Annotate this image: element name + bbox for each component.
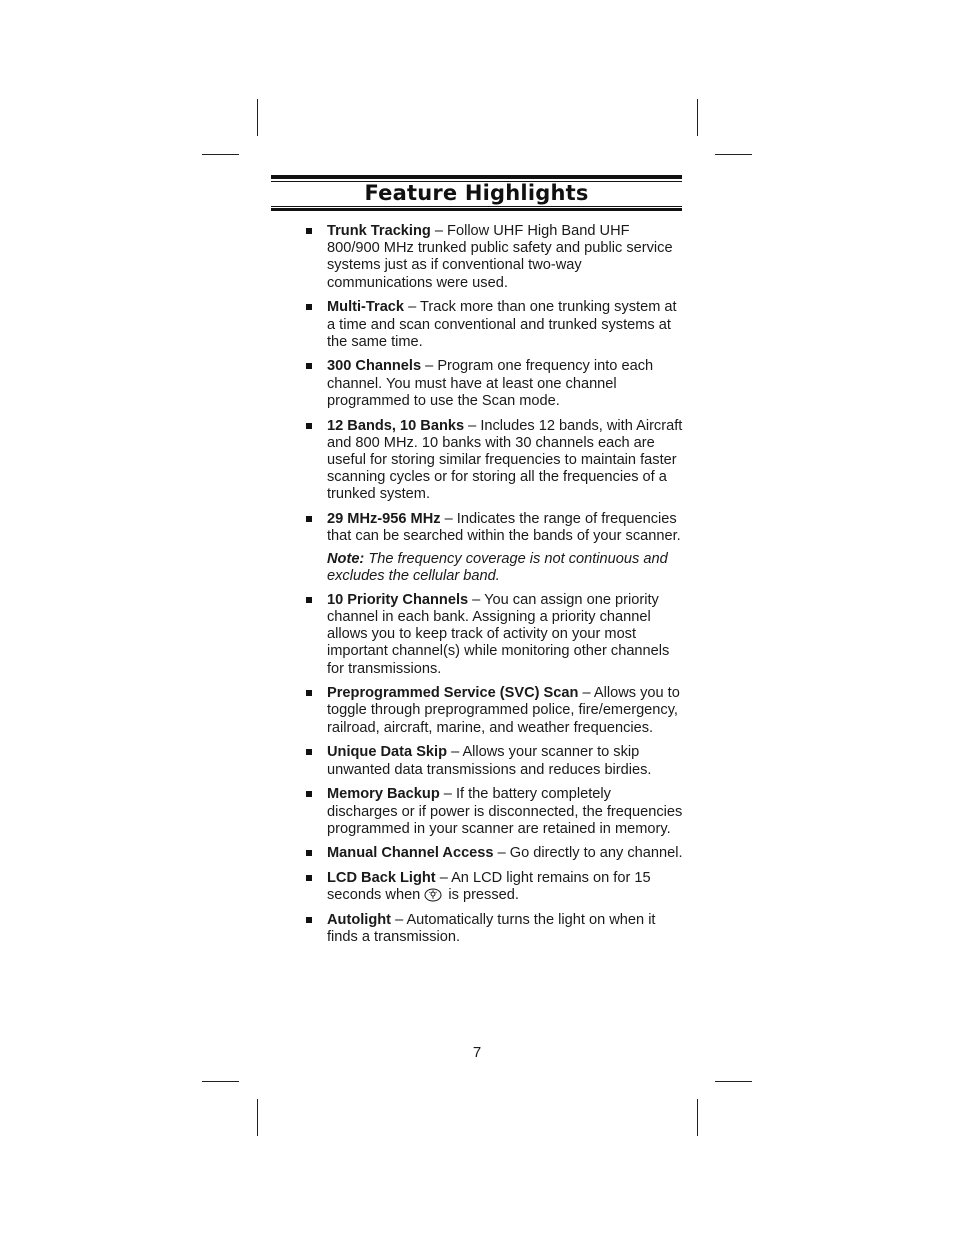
feature-description: Indicates the range of frequencies that can be searched within the bands of your scanner. <box>327 511 681 545</box>
feature-separator: – <box>439 786 456 803</box>
square-bullet-icon <box>306 363 312 369</box>
feature-description: Track more than one trunking system at a time and scan conventional and trunked systems at the same time. <box>327 299 677 350</box>
feature-item <box>305 223 685 292</box>
square-bullet-icon <box>306 917 312 923</box>
feature-list <box>305 223 685 954</box>
feature-separator: – <box>468 591 485 608</box>
feature-name: Autolight <box>327 912 392 929</box>
note-label: Note: <box>327 551 365 568</box>
feature-description: Includes 12 bands, with Aircraft and 800 MHz. 10 banks with 30 channels each are useful for storing similar frequencies to maintain faster scanning cycles or for storing all the frequencies of a trunked system. <box>327 417 683 503</box>
light-key-icon <box>424 888 442 902</box>
page-number: 7 <box>472 1044 482 1061</box>
feature-name: Unique Data Skip <box>327 744 448 761</box>
feature-separator: – <box>493 845 510 862</box>
square-bullet-icon <box>306 850 312 856</box>
feature-item <box>305 418 685 504</box>
feature-name: Preprogrammed Service (SVC) Scan <box>327 685 579 702</box>
feature-item <box>305 685 685 737</box>
feature-name: 10 Priority Channels <box>327 591 469 608</box>
feature-name: Memory Backup <box>327 786 440 803</box>
square-bullet-icon <box>306 304 312 310</box>
feature-description: You can assign one priority channel in each bank. Assigning a priority channel allows you to keep track of activity on your most important channel(s) while monitoring other channels for transmissions. <box>327 591 670 677</box>
crop-mark-top-left-vertical <box>257 99 258 136</box>
header-rule-bottom-thin <box>271 206 682 207</box>
square-bullet-icon <box>306 423 312 429</box>
feature-item <box>305 358 685 410</box>
crop-mark-bottom-right-horizontal <box>715 1081 752 1082</box>
feature-name: Manual Channel Access <box>327 845 494 862</box>
feature-separator: – <box>430 223 448 239</box>
header-rule-bottom-thick <box>271 208 682 211</box>
crop-mark-top-right-horizontal <box>715 154 752 155</box>
feature-separator: – <box>440 511 457 528</box>
square-bullet-icon <box>306 228 312 234</box>
square-bullet-icon <box>306 516 312 522</box>
feature-item <box>305 511 685 584</box>
feature-name: 12 Bands, 10 Banks <box>327 417 465 434</box>
section-header <box>271 175 682 211</box>
page-title: Feature Highlights <box>364 181 589 205</box>
feature-name: Trunk Tracking <box>327 223 431 239</box>
feature-note <box>327 551 685 584</box>
crop-mark-bottom-right-vertical <box>697 1099 698 1136</box>
feature-description: An LCD light remains on for 15 seconds when <box>327 870 651 904</box>
feature-item <box>305 299 685 351</box>
feature-separator: – <box>578 685 594 702</box>
feature-description: Allows your scanner to skip unwanted data transmissions and reduces birdies. <box>327 744 652 778</box>
square-bullet-icon <box>306 791 312 797</box>
crop-mark-bottom-left-horizontal <box>202 1081 239 1082</box>
feature-item <box>305 870 685 904</box>
feature-item <box>305 912 685 946</box>
feature-description-continued: is pressed. <box>444 887 519 904</box>
crop-mark-top-left-horizontal <box>202 154 239 155</box>
square-bullet-icon <box>306 597 312 603</box>
square-bullet-icon <box>306 875 312 881</box>
feature-description: Allows you to toggle through preprogrammed police, fire/emergency, railroad, aircraft, marine, and weather frequencies. <box>327 685 680 736</box>
feature-description: Program one frequency into each channel. You must have at least one channel programmed to use the Scan mode. <box>327 358 654 409</box>
feature-separator: – <box>435 870 452 887</box>
feature-item <box>305 786 685 838</box>
feature-item <box>305 592 685 678</box>
crop-mark-top-right-vertical <box>697 99 698 136</box>
square-bullet-icon <box>306 690 312 696</box>
feature-description: Automatically turns the light on when it finds a transmission. <box>327 912 656 946</box>
feature-description: If the battery completely discharges or if power is disconnected, the frequencies programmed in your scanner are retained in memory. <box>327 786 683 837</box>
feature-name: 29 MHz-956 MHz <box>327 511 441 528</box>
header-rule-top-thick <box>271 175 682 179</box>
feature-name: Multi-Track <box>327 299 405 316</box>
feature-separator: – <box>447 744 463 761</box>
square-bullet-icon <box>306 749 312 755</box>
feature-name: LCD Back Light <box>327 870 436 887</box>
feature-separator: – <box>391 912 407 929</box>
feature-separator: – <box>464 417 481 434</box>
feature-description: Follow UHF High Band UHF 800/900 MHz trunked public safety and public service systems just as if conventional two-way communications were used. <box>327 223 673 291</box>
feature-name: 300 Channels <box>327 358 422 375</box>
feature-item <box>305 744 685 778</box>
feature-description: Go directly to any channel. <box>509 845 683 862</box>
feature-separator: – <box>404 299 421 316</box>
feature-separator: – <box>421 358 438 375</box>
note-text: The frequency coverage is not continuous and excludes the cellular band. <box>327 551 668 584</box>
feature-item <box>305 845 685 862</box>
crop-mark-bottom-left-vertical <box>257 1099 258 1136</box>
